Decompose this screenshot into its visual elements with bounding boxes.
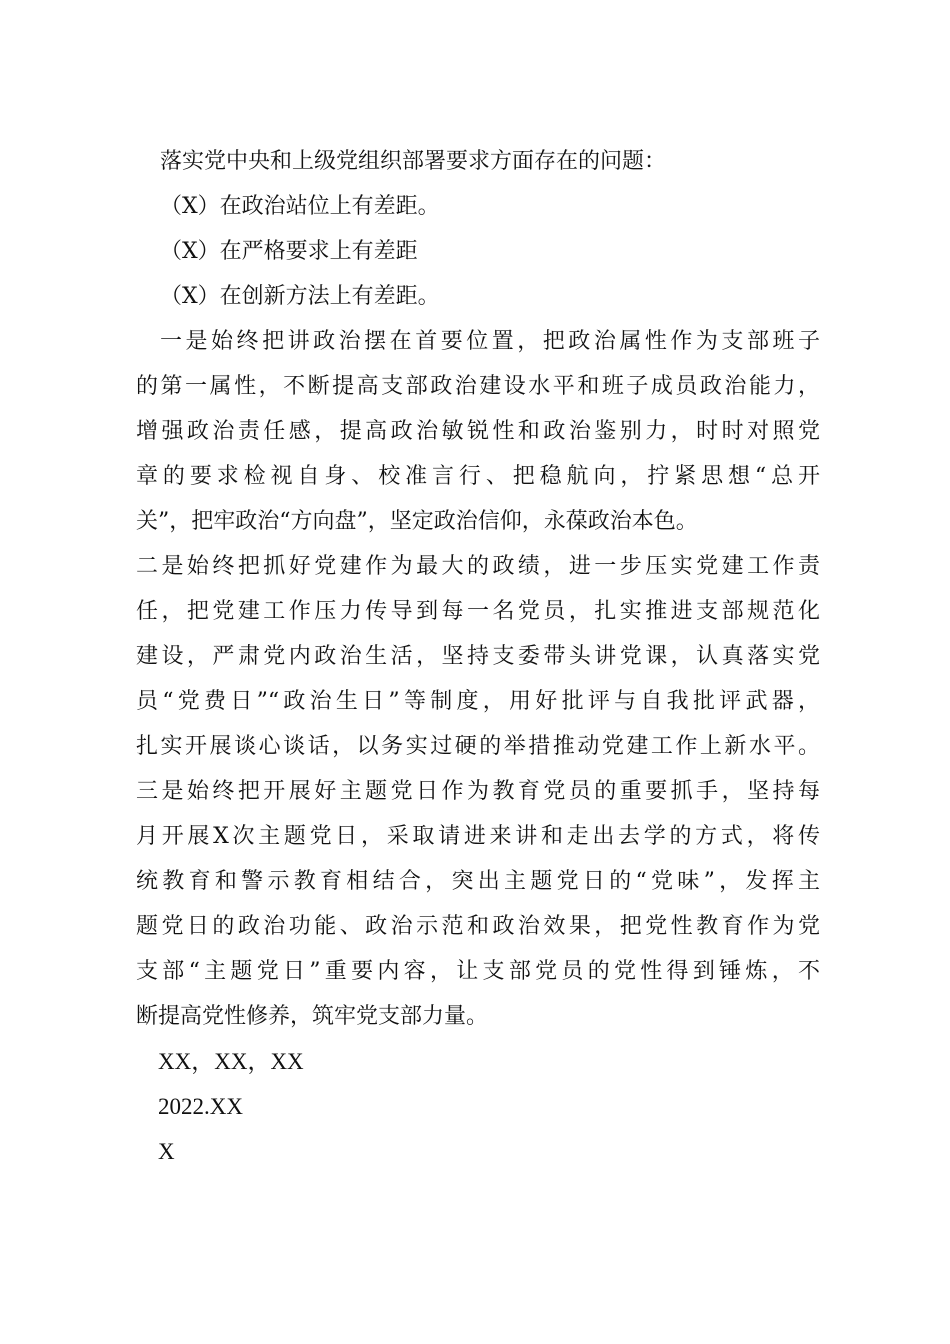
paragraph-line: 扎实开展谈心谈话，以务实过硬的举措推动党建工作上新水平。 — [136, 734, 820, 759]
signature: XX，XX，XX — [158, 1049, 304, 1074]
paragraph-line: 增强政治责任感，提高政治敏锐性和政治鉴别力，时时对照党 — [136, 419, 820, 444]
paragraph-line: 任，把党建工作压力传导到每一名党员，扎实推进支部规范化 — [136, 599, 820, 624]
paragraph-line: 关”，把牢政治“方向盘”，坚定政治信仰，永葆政治本色。 — [136, 509, 698, 534]
section-heading: 落实党中央和上级党组织部署要求方面存在的问题： — [160, 149, 667, 174]
issue-item: （X）在政治站位上有差距。 — [160, 194, 440, 219]
paragraph-line: 三是始终把开展好主题党日作为教育党员的重要抓手，坚持每 — [136, 779, 820, 804]
paragraph-line: 断提高党性修养，筑牢党支部力量。 — [136, 1004, 489, 1029]
paragraph-line: 员“党费日”“政治生日”等制度，用好批评与自我批评武器， — [136, 689, 820, 714]
issue-item: （X）在严格要求上有差距 — [160, 239, 418, 264]
paragraph-line: 建设，严肃党内政治生活，坚持支委带头讲党课，认真落实党 — [136, 644, 820, 669]
paragraph-line: 月开展X次主题党日，采取请进来讲和走出去学的方式，将传 — [136, 824, 820, 849]
date: 2022.XX — [158, 1094, 243, 1119]
paragraph-line: 章的要求检视自身、校准言行、把稳航向，拧紧思想“总开 — [136, 464, 820, 489]
document-body — [136, 139, 820, 1174]
paragraph-line: 一是始终把讲政治摆在首要位置，把政治属性作为支部班子 — [160, 329, 820, 354]
paragraph-line: 二是始终把抓好党建作为最大的政绩，进一步压实党建工作责 — [136, 554, 820, 579]
paragraph-line: 支部“主题党日”重要内容，让支部党员的党性得到锤炼，不 — [136, 959, 820, 984]
paragraph-line: 题党日的政治功能、政治示范和政治效果，把党性教育作为党 — [136, 914, 820, 939]
issue-item: （X）在创新方法上有差距。 — [160, 284, 440, 309]
paragraph-line: 的第一属性，不断提高支部政治建设水平和班子成员政治能力， — [136, 374, 820, 399]
footer-mark: X — [158, 1139, 175, 1164]
paragraph-line: 统教育和警示教育相结合，突出主题党日的“党味”，发挥主 — [136, 869, 820, 894]
